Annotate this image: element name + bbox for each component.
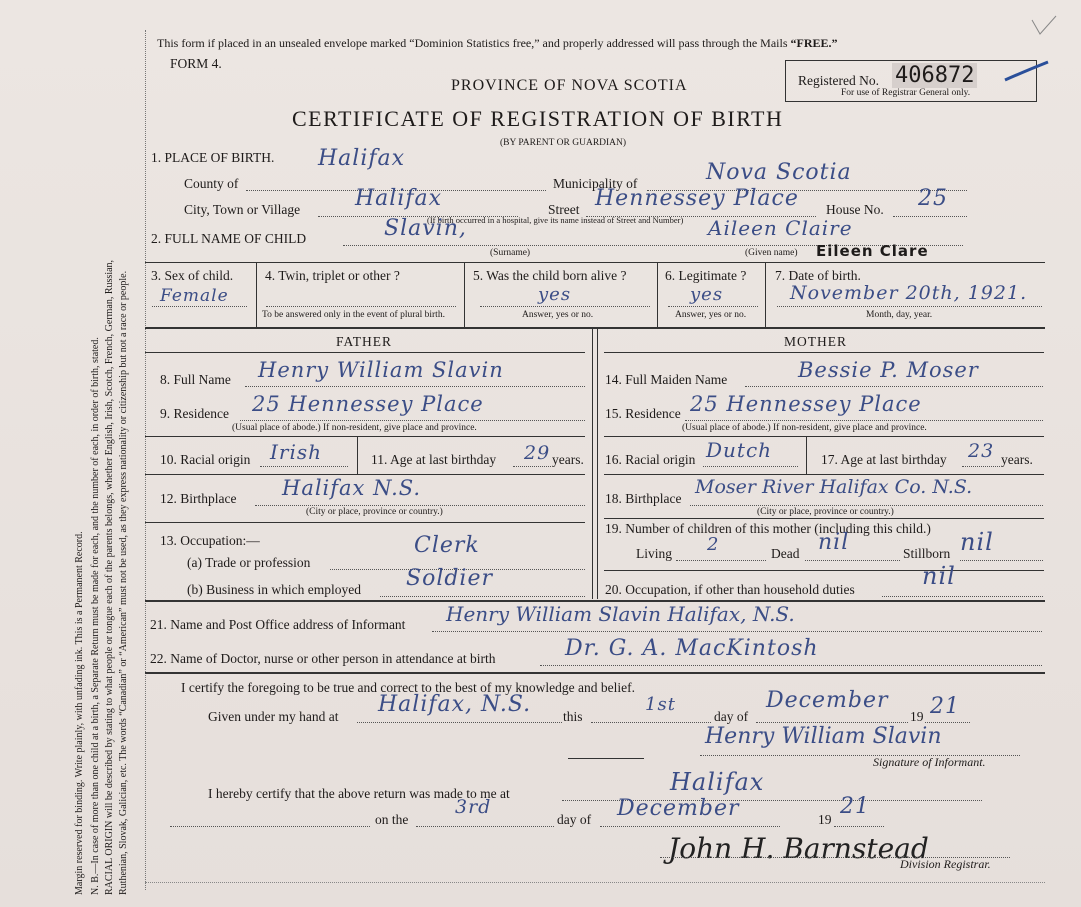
informant-bottom-rule [145,672,1045,674]
informant-value: Henry William Slavin Halifax, N.S. [446,602,795,626]
father-rule-2 [145,474,585,475]
legitimate-value: yes [690,284,724,305]
mother-occupation-label: 20. Occupation, if other than household duties [605,582,855,597]
father-age-line [513,466,551,467]
alive-line [480,306,650,307]
legitimate-line [668,306,758,307]
father-rule-3 [145,522,585,523]
given-place-line [357,722,562,723]
stillborn-value: nil [960,528,994,556]
mother-age-label: 17. Age at last birthday [821,452,947,467]
row3-divider-4 [765,262,766,327]
mother-occupation-value: nil [922,562,956,590]
living-line [676,560,766,561]
mother-age-value: 23 [968,440,995,462]
registrar-caption: Division Registrar. [900,857,991,871]
registrar-signature: John H. Barnstead [668,832,929,865]
given-name-print: Eileen Clare [816,242,929,260]
child-name-label: 2. FULL NAME OF CHILD [151,231,307,246]
registrar-month-line [600,826,780,827]
mother-birthplace-label: 18. Birthplace [605,491,682,506]
given-day-value: 1st [645,694,676,715]
registrar-month-value: December [617,796,740,821]
row3-divider-2 [464,262,465,327]
row3-bottom-rule [145,327,1045,329]
father-racial-label: 10. Racial origin [160,452,251,467]
father-name-label: 8. Full Name [160,372,231,387]
father-abode-note: (Usual place of abode.) If non-resident, give place and province. [232,423,477,433]
mother-age-line [962,466,1000,467]
mother-birthplace-line [690,505,1043,506]
father-birthplace-note: (City or place, province or country.) [306,507,443,517]
father-business-label: (b) Business in which employed [187,582,361,597]
registrar-place-value: Halifax [670,768,765,796]
province-heading: PROVINCE OF NOVA SCOTIA [451,77,688,94]
child-surname-value: Slavin, [384,216,467,241]
father-birthplace-line [255,505,585,506]
mother-rule-3 [604,518,1044,519]
given-day-line [591,722,711,723]
sex-label: 3. Sex of child. [151,268,234,283]
father-business-line [380,596,585,597]
living-value: 2 [707,534,720,555]
form-number: FORM 4. [170,56,222,71]
given-place-value: Halifax, N.S. [378,692,532,717]
mother-racial-value: Dutch [706,438,773,462]
dead-line [805,560,900,561]
mother-years-label: years. [1001,452,1033,467]
father-business-value: Soldier [406,566,494,591]
father-age-divider [357,436,358,474]
parents-divider-2 [597,327,598,599]
mother-residence-value: 25 Hennessey Place [690,392,922,416]
given-month-line [756,722,908,723]
surname-caption: (Surname) [490,248,531,258]
registrar-day-of: day of [557,812,592,827]
given-year-prefix: 19 [910,709,924,724]
father-racial-line [260,466,348,467]
municipality-label: Municipality of [553,176,638,191]
father-residence-value: 25 Hennessey Place [252,392,484,416]
legitimate-note: Answer, yes or no. [675,310,747,320]
registrar-day-line [416,826,554,827]
county-label: County of [184,176,239,191]
page-title: CERTIFICATE OF REGISTRATION OF BIRTH [292,106,784,131]
twin-note: To be answered only in the event of plural birth. [262,310,445,320]
father-header: FATHER [336,334,393,349]
mother-header: MOTHER [784,334,847,349]
informant-signature-caption: Signature of Informant. [873,755,986,769]
municipality-value: Nova Scotia [706,160,852,185]
separator-rule [568,758,644,759]
mother-rule-1 [604,436,1044,437]
registrar-year-line [834,826,884,827]
given-month-value: December [766,688,889,713]
given-under-label: Given under my hand at [208,709,339,724]
mail-notice-free: “FREE.” [790,36,838,50]
registrar-leader-line [170,826,370,827]
parents-divider [592,327,593,599]
mother-name-value: Bessie P. Moser [798,358,979,382]
father-trade-label: (a) Trade or profession [187,555,311,570]
date-of-birth-label: 7. Date of birth. [775,268,861,283]
alive-label: 5. Was the child born alive ? [473,268,627,283]
alive-value: yes [538,284,572,305]
date-caption: Month, day, year. [866,310,933,320]
given-name-caption: (Given name) [745,248,798,258]
mother-racial-label: 16. Racial origin [605,452,696,467]
given-year-value: 21 [930,694,960,719]
date-of-birth-line [777,306,1042,307]
father-years-label: years. [552,452,584,467]
father-trade-value: Clerk [414,533,480,558]
mother-age-divider [806,436,807,474]
registrar-year-prefix: 19 [818,812,832,827]
city-label: City, Town or Village [184,202,301,217]
row3-divider-3 [657,262,658,327]
mother-residence-line [685,420,1043,421]
mother-racial-line [703,466,798,467]
father-birthplace-value: Halifax N.S. [282,476,422,500]
house-label: House No. [826,202,884,217]
stillborn-label: Stillborn [903,546,951,561]
mother-birthplace-note: (City or place, province or country.) [757,507,894,517]
dead-label: Dead [771,546,800,561]
informant-line [432,631,1042,632]
given-day-of-label: day of [714,709,749,724]
doctor-value: Dr. G. A. MacKintosh [565,636,819,661]
father-occupation-label: 13. Occupation:— [160,533,260,548]
mother-abode-note: (Usual place of abode.) If non-resident, give place and province. [682,423,927,433]
given-year-line [925,722,970,723]
child-given-value: Aileen Claire [708,216,853,240]
house-value: 25 [918,186,948,211]
racial-note-2: Ruthenian, Slovak, Galician, etc. The words “Canadian” or “American” must not be used, as they express nationality or citizenship but not a race or people. [118,270,129,895]
mother-rule-2 [604,474,1044,475]
mother-residence-label: 15. Residence [605,406,681,421]
father-residence-line [240,420,585,421]
check-mark-icon [1003,58,1053,88]
row3-divider-1 [256,262,257,327]
mother-name-label: 14. Full Maiden Name [605,372,728,387]
registered-number: 406872 [892,63,977,88]
mother-occupation-line [882,596,1043,597]
mail-notice-text: This form if placed in an unsealed envelope marked “Dominion Statistics free,” and properly addressed will pass through the Mails [157,36,791,50]
father-header-rule [145,352,585,353]
this-label: this [563,709,583,724]
binding-margin-line [145,30,146,890]
mother-name-line [745,386,1043,387]
registrar-certify-text: I hereby certify that the above return was made to me at [208,786,510,801]
father-age-value: 29 [524,442,551,464]
mother-rule-4 [604,570,1044,571]
dead-value: nil [818,530,850,555]
father-birthplace-label: 12. Birthplace [160,491,237,506]
father-residence-label: 9. Residence [160,406,229,421]
registrar-day-value: 3rd [455,796,492,818]
racial-note-1: RACIAL ORIGIN will be described by stating to what people or tongue each of the parents belongs, whether English, Irish, Scotch, French, German, Russian, [104,259,115,895]
page-subtitle: (BY PARENT OR GUARDIAN) [500,138,627,148]
city-value: Halifax [355,186,443,211]
registrar-use-note: For use of Registrar General only. [841,88,971,98]
legitimate-label: 6. Legitimate ? [665,268,747,283]
father-racial-value: Irish [270,440,323,464]
father-age-label: 11. Age at last birthday [371,452,497,467]
informant-label: 21. Name and Post Office address of Informant [150,617,406,632]
informant-signature: Henry William Slavin [705,724,942,749]
twin-line [266,306,456,307]
stillborn-line [960,560,1043,561]
street-label: Street [548,202,580,217]
father-name-value: Henry William Slavin [258,358,504,382]
place-of-birth-label: 1. PLACE OF BIRTH. [151,150,275,165]
pencil-tick-icon [1030,14,1060,40]
row3-top-rule [145,262,1045,263]
place-of-birth-value: Halifax [318,146,406,171]
twin-label: 4. Twin, triplet or other ? [265,268,400,283]
bottom-rule [145,882,1045,883]
margin-note: Margin reserved for binding. Write plainly, with unfading ink. This is a Permanent Record. [74,531,85,895]
father-rule-1 [145,436,585,437]
sex-value: Female [160,286,229,306]
doctor-label: 22. Name of Doctor, nurse or other person in attendance at birth [150,651,496,666]
alive-note: Answer, yes or no. [522,310,594,320]
doctor-line [540,665,1042,666]
nb-note: N. B.—In case of more than one child at a birth, a Separate Return must be made for each, and the number of each, in order of birth, stated. [90,337,101,895]
house-line [893,216,967,217]
sex-line [152,306,247,307]
living-label: Living [636,546,672,561]
registration-box [785,60,1037,102]
date-of-birth-value: November 20th, 1921. [790,282,1028,304]
mother-birthplace-value: Moser River Halifax Co. N.S. [695,476,973,498]
hospital-note: (If birth occurred in a hospital, give its name instead of Street and Number) [427,215,684,225]
registrar-on-the: on the [375,812,409,827]
father-name-line [245,386,585,387]
mail-notice [157,36,838,51]
mother-header-rule [604,352,1044,353]
children-count-label: 19. Number of children of this mother (including this child.) [605,521,931,536]
registered-label: Registered No. [798,73,879,88]
registrar-year-value: 21 [840,794,870,819]
street-value: Hennessey Place [595,186,799,211]
certify-text: I certify the foregoing to be true and correct to the best of my knowledge and belief. [181,680,635,695]
